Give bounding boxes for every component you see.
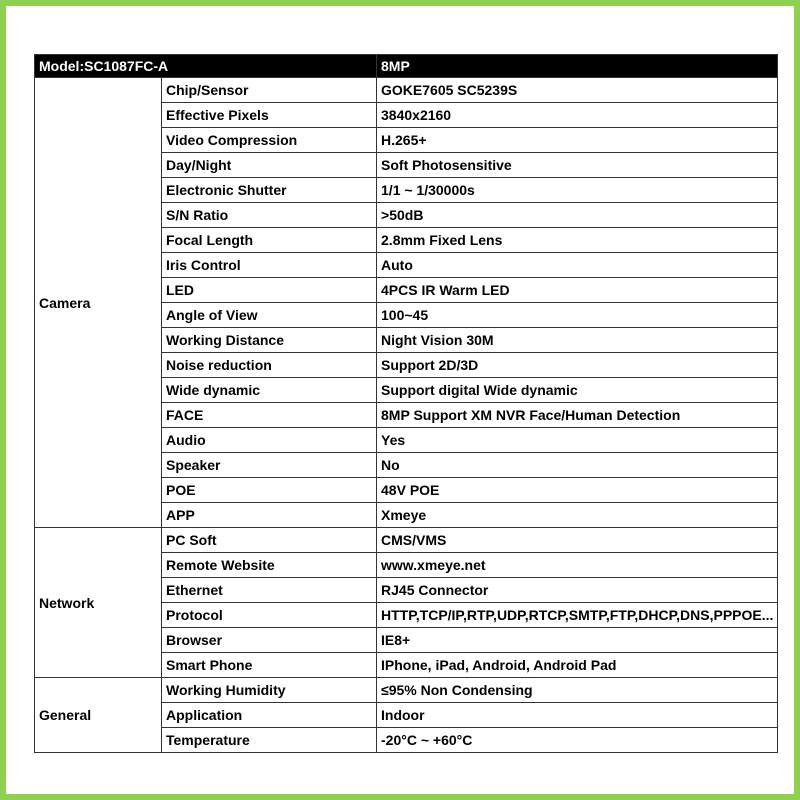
spec-value: 100~45 [377, 303, 778, 328]
spec-value: IE8+ [377, 628, 778, 653]
spec-value: 48V POE [377, 478, 778, 503]
spec-name: Ethernet [162, 578, 377, 603]
spec-name: Noise reduction [162, 353, 377, 378]
spec-name: Browser [162, 628, 377, 653]
group-label-network: Network [35, 528, 162, 678]
spec-value: Support 2D/3D [377, 353, 778, 378]
spec-table [34, 54, 778, 753]
spec-value: 3840x2160 [377, 103, 778, 128]
spec-name: Speaker [162, 453, 377, 478]
spec-value: IPhone, iPad, Android, Android Pad [377, 653, 778, 678]
spec-value: Yes [377, 428, 778, 453]
spec-name: S/N Ratio [162, 203, 377, 228]
table-row [35, 678, 778, 703]
spec-value: Xmeye [377, 503, 778, 528]
spec-value: ≤95% Non Condensing [377, 678, 778, 703]
spec-name: Video Compression [162, 128, 377, 153]
spec-value: CMS/VMS [377, 528, 778, 553]
spec-value: GOKE7605 SC5239S [377, 78, 778, 103]
spec-name: Effective Pixels [162, 103, 377, 128]
spec-name: Iris Control [162, 253, 377, 278]
table-header-row [35, 55, 778, 78]
spec-value: HTTP,TCP/IP,RTP,UDP,RTCP,SMTP,FTP,DHCP,DNS,PPPOE... [377, 603, 778, 628]
model-label: Model:SC1087FC-A [35, 55, 377, 78]
spec-value: -20°C ~ +60°C [377, 728, 778, 753]
spec-name: Electronic Shutter [162, 178, 377, 203]
table-row [35, 78, 778, 103]
spec-value: 8MP Support XM NVR Face/Human Detection [377, 403, 778, 428]
spec-name: Smart Phone [162, 653, 377, 678]
spec-value: Soft Photosensitive [377, 153, 778, 178]
spec-name: APP [162, 503, 377, 528]
spec-value: 1/1 ~ 1/30000s [377, 178, 778, 203]
spec-value: Auto [377, 253, 778, 278]
group-label-general: General [35, 678, 162, 753]
spec-name: Day/Night [162, 153, 377, 178]
spec-value: Support digital Wide dynamic [377, 378, 778, 403]
spec-name: Angle of View [162, 303, 377, 328]
spec-value: H.265+ [377, 128, 778, 153]
spec-name: Working Distance [162, 328, 377, 353]
spec-name: Protocol [162, 603, 377, 628]
spec-name: Wide dynamic [162, 378, 377, 403]
spec-value: www.xmeye.net [377, 553, 778, 578]
spec-value: 2.8mm Fixed Lens [377, 228, 778, 253]
spec-name: Chip/Sensor [162, 78, 377, 103]
spec-name: Temperature [162, 728, 377, 753]
resolution-label: 8MP [377, 55, 778, 78]
spec-name: Audio [162, 428, 377, 453]
spec-value: RJ45 Connector [377, 578, 778, 603]
group-label-camera: Camera [35, 78, 162, 528]
spec-value: >50dB [377, 203, 778, 228]
spec-value: 4PCS IR Warm LED [377, 278, 778, 303]
spec-name: Application [162, 703, 377, 728]
spec-name: LED [162, 278, 377, 303]
spec-name: FACE [162, 403, 377, 428]
spec-name: PC Soft [162, 528, 377, 553]
spec-name: POE [162, 478, 377, 503]
spec-name: Focal Length [162, 228, 377, 253]
spec-value: Night Vision 30M [377, 328, 778, 353]
table-row [35, 528, 778, 553]
spec-name: Working Humidity [162, 678, 377, 703]
spec-value: No [377, 453, 778, 478]
spec-name: Remote Website [162, 553, 377, 578]
spec-value: Indoor [377, 703, 778, 728]
